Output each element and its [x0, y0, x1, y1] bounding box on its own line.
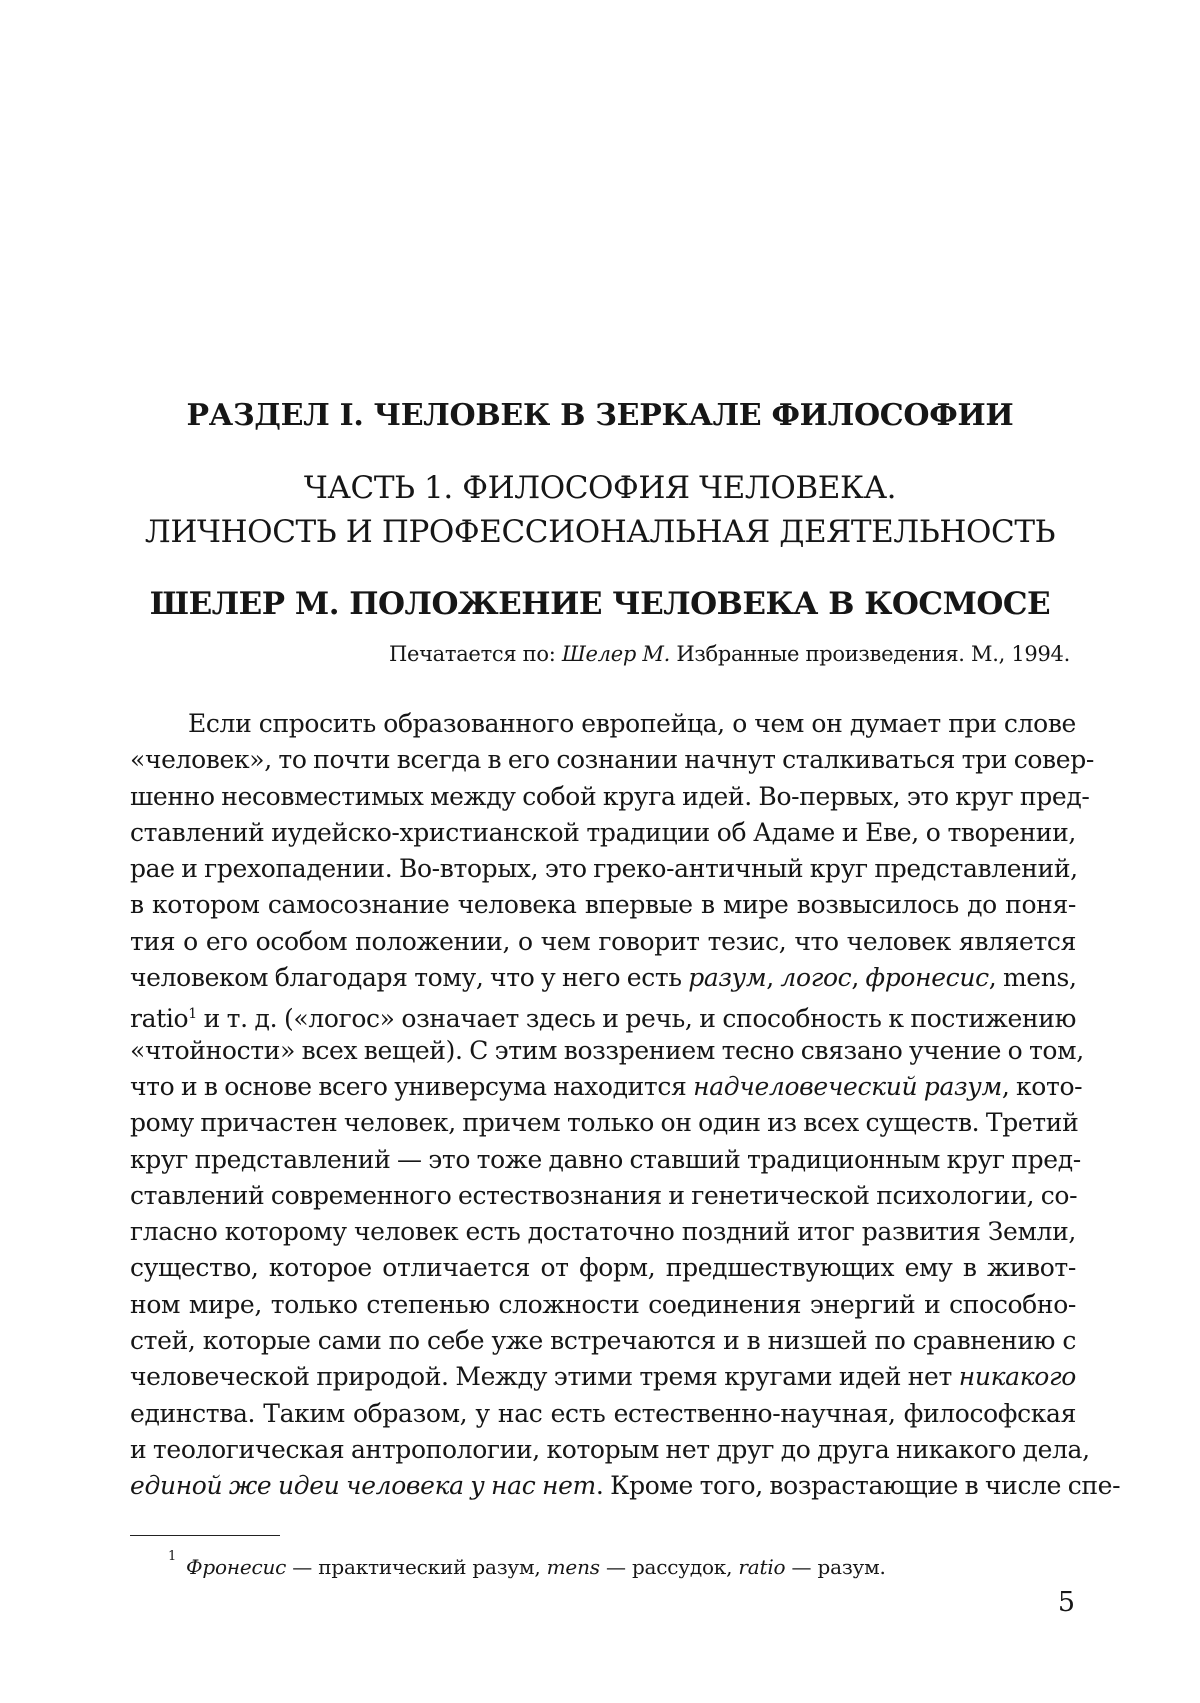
text-run: человеком благодаря тому, что у него есть: [130, 963, 689, 993]
text-line: [130, 1359, 1076, 1395]
text-run: «человек», то почти всегда в его сознании начнут сталкиваться три совер-: [130, 745, 1094, 775]
footnote-divider: [130, 1535, 280, 1536]
text-line: [130, 960, 1076, 996]
part-heading-line-1: ЧАСТЬ 1. ФИЛОСОФИЯ ЧЕЛОВЕКА.: [303, 470, 897, 506]
text-line: [130, 1178, 1076, 1214]
source-citation: [389, 642, 1070, 666]
text-run: ном мире, только степенью сложности соединения энергий и способно-: [130, 1289, 1076, 1319]
text-line: [130, 1287, 1076, 1323]
text-run: гласно которому человек есть достаточно поздний итог развития Земли,: [130, 1217, 1076, 1247]
text-run: Если спросить образованного европейца, о чем он думает при слове: [188, 709, 1076, 738]
italic-text: разум: [688, 963, 767, 993]
italic-text: ratio: [738, 1555, 786, 1579]
section-heading: РАЗДЕЛ I. ЧЕЛОВЕК В ЗЕРКАЛЕ ФИЛОСОФИИ: [186, 398, 1014, 433]
text-run: в котором самосознание человека впервые в мире возвысилось до поня-: [130, 890, 1076, 920]
footnote: [168, 1549, 886, 1579]
part-heading-line-2: ЛИЧНОСТЬ И ПРОФЕССИОНАЛЬНАЯ ДЕЯТЕЛЬНОСТЬ: [144, 514, 1056, 550]
text-run: — рассудок,: [599, 1555, 739, 1579]
text-run: и т. д. («логос» означает здесь и речь, и способность к постижению: [196, 1004, 1076, 1034]
text-run: человеческой природой. Между этими тремя кругами идей нет: [130, 1362, 959, 1392]
text-run: стей, которые сами по себе уже встречаются и в низшей по сравнению с: [130, 1326, 1076, 1356]
text-run: , кото-: [1001, 1071, 1083, 1101]
text-run: рому причастен человек, причем только он один из всех существ. Третий: [130, 1108, 1079, 1138]
text-run: и теологическая антропологии, которым нет друг до друга никакого дела,: [130, 1434, 1090, 1464]
text-line: [130, 1468, 1121, 1504]
text-line: [130, 706, 1076, 742]
text-run: ,: [851, 963, 866, 993]
italic-text: mens: [546, 1555, 600, 1579]
text-run: существо, которое отличается от форм, предшествующих ему в живот-: [130, 1253, 1076, 1283]
text-line: [130, 887, 1076, 923]
text-run: , mens,: [988, 963, 1077, 993]
text-line: [130, 924, 1076, 960]
text-line: [130, 1105, 1079, 1141]
text-line: [130, 815, 1076, 851]
text-run: рае и грехопадении. Во-вторых, это греко-античный круг представлений,: [130, 854, 1078, 884]
footnote-mark: 1: [168, 1549, 177, 1564]
text-line: [130, 851, 1076, 887]
footnote-reference: 1: [188, 1006, 197, 1023]
text-line: [130, 1033, 1084, 1069]
text-run: что и в основе всего универсума находится: [130, 1071, 694, 1101]
text-line: [130, 742, 1094, 778]
italic-text: Фронесис: [186, 1555, 287, 1579]
work-title: ШЕЛЕР М. ПОЛОЖЕНИЕ ЧЕЛОВЕКА В КОСМОСЕ: [149, 586, 1051, 622]
italic-text: надчеловеческий разум: [693, 1071, 1002, 1101]
text-line: [130, 1250, 1076, 1286]
text-line: [130, 1432, 1090, 1468]
text-line: [130, 1323, 1076, 1359]
text-run: — разум.: [785, 1555, 886, 1579]
source-prefix: Печатается по:: [388, 642, 562, 666]
text-run: единства. Таким образом, у нас есть естественно-научная, философская: [130, 1398, 1076, 1428]
text-line: [130, 1142, 1081, 1178]
italic-text: логос: [780, 963, 852, 993]
text-run: шенно несовместимых между собой круга идей. Во-первых, это круг пред-: [130, 781, 1090, 811]
text-run: «чтойности» всех вещей). С этим воззрением тесно связано учение о том,: [130, 1035, 1084, 1065]
source-author: Шелер М.: [561, 642, 670, 666]
text-run: тия о его особом положении, о чем говорит тезис, что человек является: [130, 926, 1076, 956]
text-line: [130, 1396, 1076, 1432]
source-rest: Избранные произведения. М., 1994.: [669, 642, 1070, 666]
text-run: круг представлений — это тоже давно ставший традиционным круг пред-: [130, 1144, 1081, 1174]
text-run: — практический разум,: [286, 1555, 547, 1579]
text-run: . Кроме того, возрастающие в числе спе-: [595, 1471, 1121, 1501]
italic-text: никакого: [958, 1362, 1076, 1392]
italic-text: фронесис: [865, 963, 989, 993]
text-run: ставлений современного естествознания и генетической психологии, со-: [130, 1180, 1078, 1210]
text-run: ставлений иудейско-христианской традиции об Адаме и Еве, о творении,: [130, 817, 1076, 847]
page-number: 5: [1057, 1587, 1075, 1618]
text-line: [130, 996, 1076, 1032]
part-heading: [0, 466, 1200, 554]
text-line: [130, 779, 1090, 815]
text-line: [130, 1214, 1076, 1250]
text-run: ,: [766, 963, 781, 993]
body-paragraph: [130, 706, 1121, 1505]
italic-text: единой же идеи человека у нас нет: [130, 1471, 596, 1501]
text-line: [130, 1069, 1083, 1105]
text-run: ratio: [130, 1004, 189, 1034]
